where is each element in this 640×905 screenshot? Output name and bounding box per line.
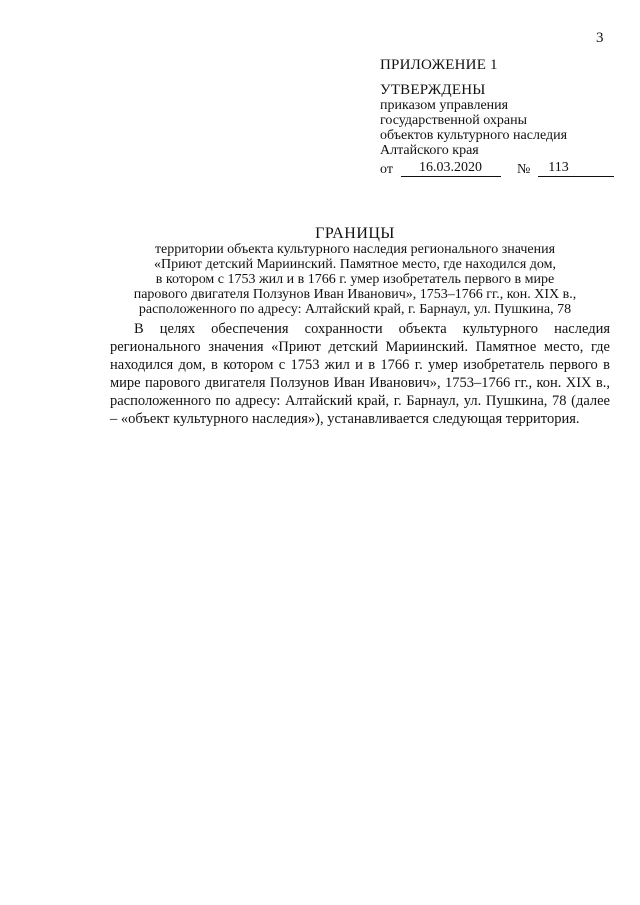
approval-line: приказом управления bbox=[380, 98, 509, 113]
document-title: ГРАНИЦЫ bbox=[315, 225, 395, 242]
approval-line: Алтайского края bbox=[380, 143, 479, 158]
heading-line: «Приют детский Мариинский. Памятное место, где находился дом, bbox=[153, 257, 557, 272]
order-date: 16.03.2020 bbox=[401, 160, 501, 177]
approval-line: объектов культурного наследия bbox=[380, 128, 568, 143]
order-number-label: № bbox=[516, 162, 531, 177]
heading-line: расположенного по адресу: Алтайский край, г. Барнаул, ул. Пушкина, 78 bbox=[138, 302, 572, 317]
appendix-label: ПРИЛОЖЕНИЕ 1 bbox=[380, 57, 498, 73]
heading-line: парового двигателя Ползунов Иван Иванович», 1753–1766 гг., кон. XIX в., bbox=[133, 287, 577, 302]
order-reference bbox=[380, 160, 620, 177]
approved-label: УТВЕРЖДЕНЫ bbox=[380, 82, 486, 98]
order-date-label: от bbox=[380, 162, 393, 177]
page-number: 3 bbox=[596, 30, 604, 46]
approval-block bbox=[380, 58, 620, 177]
approval-line: государственной охраны bbox=[380, 113, 528, 128]
order-number: 113 bbox=[538, 160, 614, 177]
body-paragraph: В целях обеспечения сохранности объекта культурного наследия регионального значения «Приют детский Мариинский. Памятное место, где находился дом, в котором с 1753 жил и в 1766 г. умер изобретатель первого в мире парового двигателя Ползунов Иван Иванович», 1753–1766 гг., кон. XIX в., расположенного по адресу: Алтайский край, г. Барнаул, ул. Пушкина, 78 (далее – «объект культурного наследия»), устанавливается следующая территория. bbox=[110, 321, 610, 427]
document-heading bbox=[100, 226, 610, 317]
heading-line: в котором с 1753 жил и в 1766 г. умер изобретатель первого в мире bbox=[155, 272, 555, 287]
heading-line: территории объекта культурного наследия регионального значения bbox=[154, 242, 556, 257]
